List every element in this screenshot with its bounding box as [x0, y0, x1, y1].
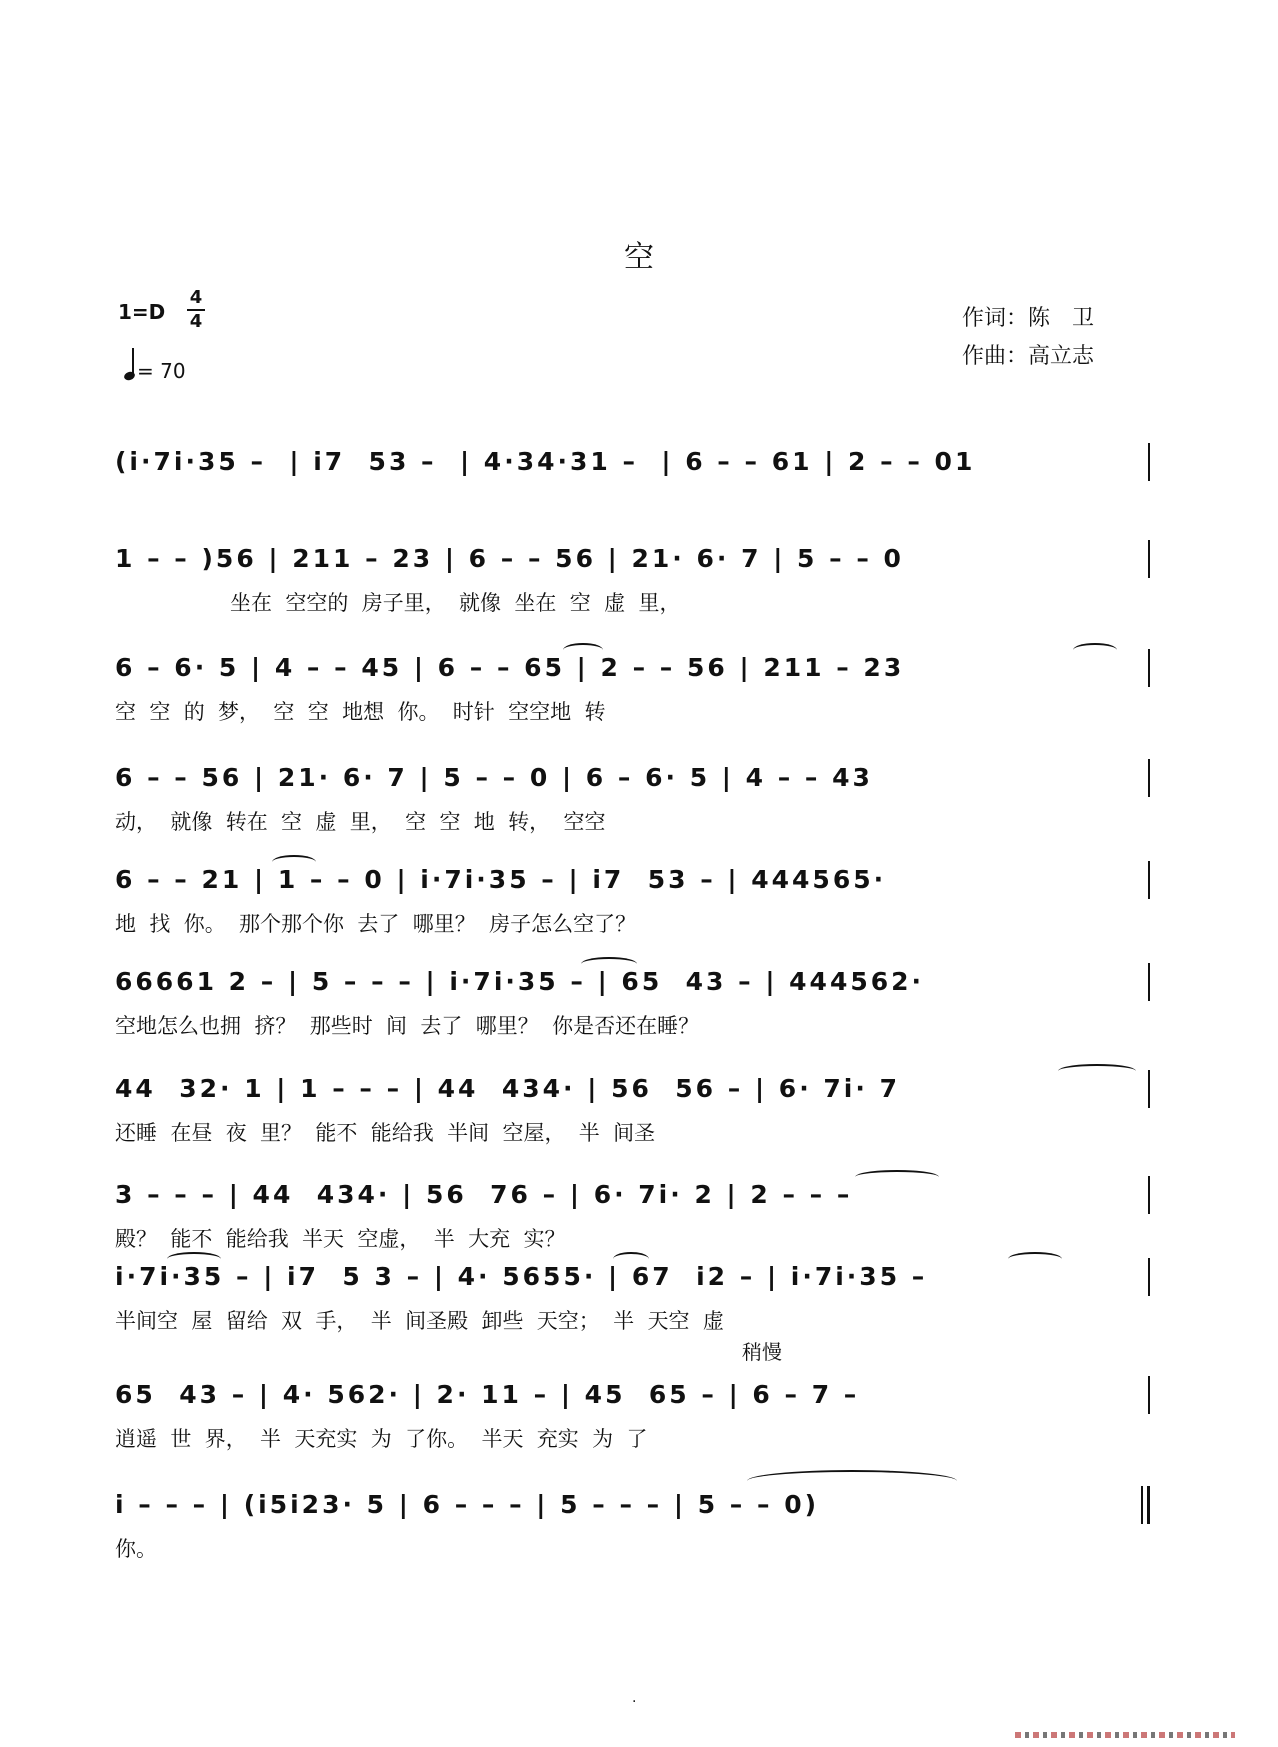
tie-arc: [581, 957, 637, 971]
barline: [1148, 861, 1150, 899]
system-11: [115, 1490, 1150, 1590]
barline: [1148, 1176, 1150, 1214]
system-notes: 44 32· 1 | 1 – – – | 44 434· | 56 56 – | 6· 7i· 7: [115, 1074, 900, 1103]
system-lyrics: 空地怎么也拥 挤？ 那些时 间 去了 哪里？ 你是否还在睡？: [115, 1014, 700, 1038]
barline: [1148, 540, 1150, 578]
song-title: 空: [624, 240, 654, 275]
barline: [1141, 1486, 1143, 1524]
system-lyrics: 殿？ 能不 能给我 半天 空虚， 半 大充 实？: [115, 1227, 566, 1251]
system-lyrics: 空 空 的 梦， 空 空 地想 你。 时针 空空地 转: [115, 700, 606, 724]
system-7: [115, 1074, 1150, 1174]
system-notes: 6 – – 21 | 1 – – 0 | i·7i·35 – | i7 53 – | 444565·: [115, 865, 887, 894]
barline: [1148, 1258, 1150, 1296]
system-notes: 6 – 6· 5 | 4 – – 45 | 6 – – 65 | 2 – – 56 | 211 – 23: [115, 653, 905, 682]
system-notes: (i·7i·35 – | i7 53 – | 4·34·31 – | 6 – – 61 | 2 – – 01: [115, 447, 976, 476]
system-10: [115, 1380, 1150, 1480]
system-lyrics: 你。: [115, 1537, 157, 1561]
system-6: [115, 967, 1150, 1067]
system-notes: 3 – – – | 44 434· | 56 76 – | 6· 7i· 2 | 2 – – –: [115, 1180, 853, 1209]
composer-credit: 作曲：高立志: [962, 344, 1095, 369]
tie-arc: [1058, 1064, 1136, 1078]
system-2: [115, 544, 1150, 644]
tie-arc: [167, 1252, 221, 1266]
system-3: [115, 653, 1150, 753]
time-signature-top: 4: [189, 287, 203, 308]
note-stem: [132, 348, 134, 374]
page-number: ·: [632, 1694, 637, 1710]
tie-arc: [613, 1252, 649, 1266]
tempo-marking: 稍慢: [742, 1340, 782, 1364]
footer-watermark: [1015, 1732, 1235, 1738]
system-5: [115, 865, 1150, 965]
system-lyrics: 半间空 屋 留给 双 手， 半 间圣殿 卸些 天空； 半 天空 虚: [115, 1309, 724, 1333]
system-lyrics: 动， 就像 转在 空 虚 里， 空 空 地 转， 空空: [115, 810, 606, 834]
tie-arc: [1008, 1252, 1062, 1266]
system-lyrics: 坐在 空空的 房子里， 就像 坐在 空 虚 里，: [230, 591, 681, 615]
tempo-value: = 70: [137, 359, 186, 383]
time-signature: [185, 288, 207, 332]
lyricist-credit: 作词：陈 卫: [962, 306, 1095, 331]
system-notes: 6 – – 56 | 21· 6· 7 | 5 – – 0 | 6 – 6· 5 | 4 – – 43: [115, 763, 873, 792]
system-notes: i·7i·35 – | i7 5 3 – | 4· 5655· | 67 i2 – | i·7i·35 –: [115, 1262, 928, 1291]
system-9: [115, 1262, 1150, 1362]
system-notes: 1 – – )56 | 211 – 23 | 6 – – 56 | 21· 6· 7 | 5 – – 0: [115, 544, 904, 573]
system-notes: 65 43 – | 4· 562· | 2· 11 – | 45 65 – | 6 – 7 –: [115, 1380, 860, 1409]
system-notes: i – – – | (i5i23· 5 | 6 – – – | 5 – – – | 5 – – 0): [115, 1490, 820, 1519]
barline: [1148, 1070, 1150, 1108]
barline: [1148, 649, 1150, 687]
tie-arc: [855, 1170, 939, 1184]
system-lyrics: 逍遥 世 界， 半 天充实 为 了你。 半天 充实 为 了: [115, 1427, 648, 1451]
time-signature-bottom: 4: [189, 311, 203, 332]
barline: [1148, 1376, 1150, 1414]
tie-arc: [747, 1470, 957, 1492]
credits: [962, 300, 1094, 376]
system-1: [115, 447, 1150, 547]
barline: [1148, 443, 1150, 481]
quarter-note-icon: [123, 370, 136, 381]
tie-arc: [1073, 643, 1117, 657]
system-notes: 66661 2 – | 5 – – – | i·7i·35 – | 65 43 – | 444562·: [115, 967, 925, 996]
system-lyrics: 还睡 在昼 夜 里？ 能不 能给我 半间 空屋， 半 间圣: [115, 1121, 656, 1145]
barline: [1148, 759, 1150, 797]
final-barline: [1147, 1486, 1150, 1524]
barline: [1148, 963, 1150, 1001]
tie-arc: [563, 643, 603, 657]
system-lyrics: 地 找 你。 那个那个你 去了 哪里？ 房子怎么空了？: [115, 912, 637, 936]
tie-arc: [272, 855, 316, 869]
key-signature: 1=D: [118, 300, 166, 324]
system-4: [115, 763, 1150, 863]
tempo-indicator: [124, 352, 186, 383]
